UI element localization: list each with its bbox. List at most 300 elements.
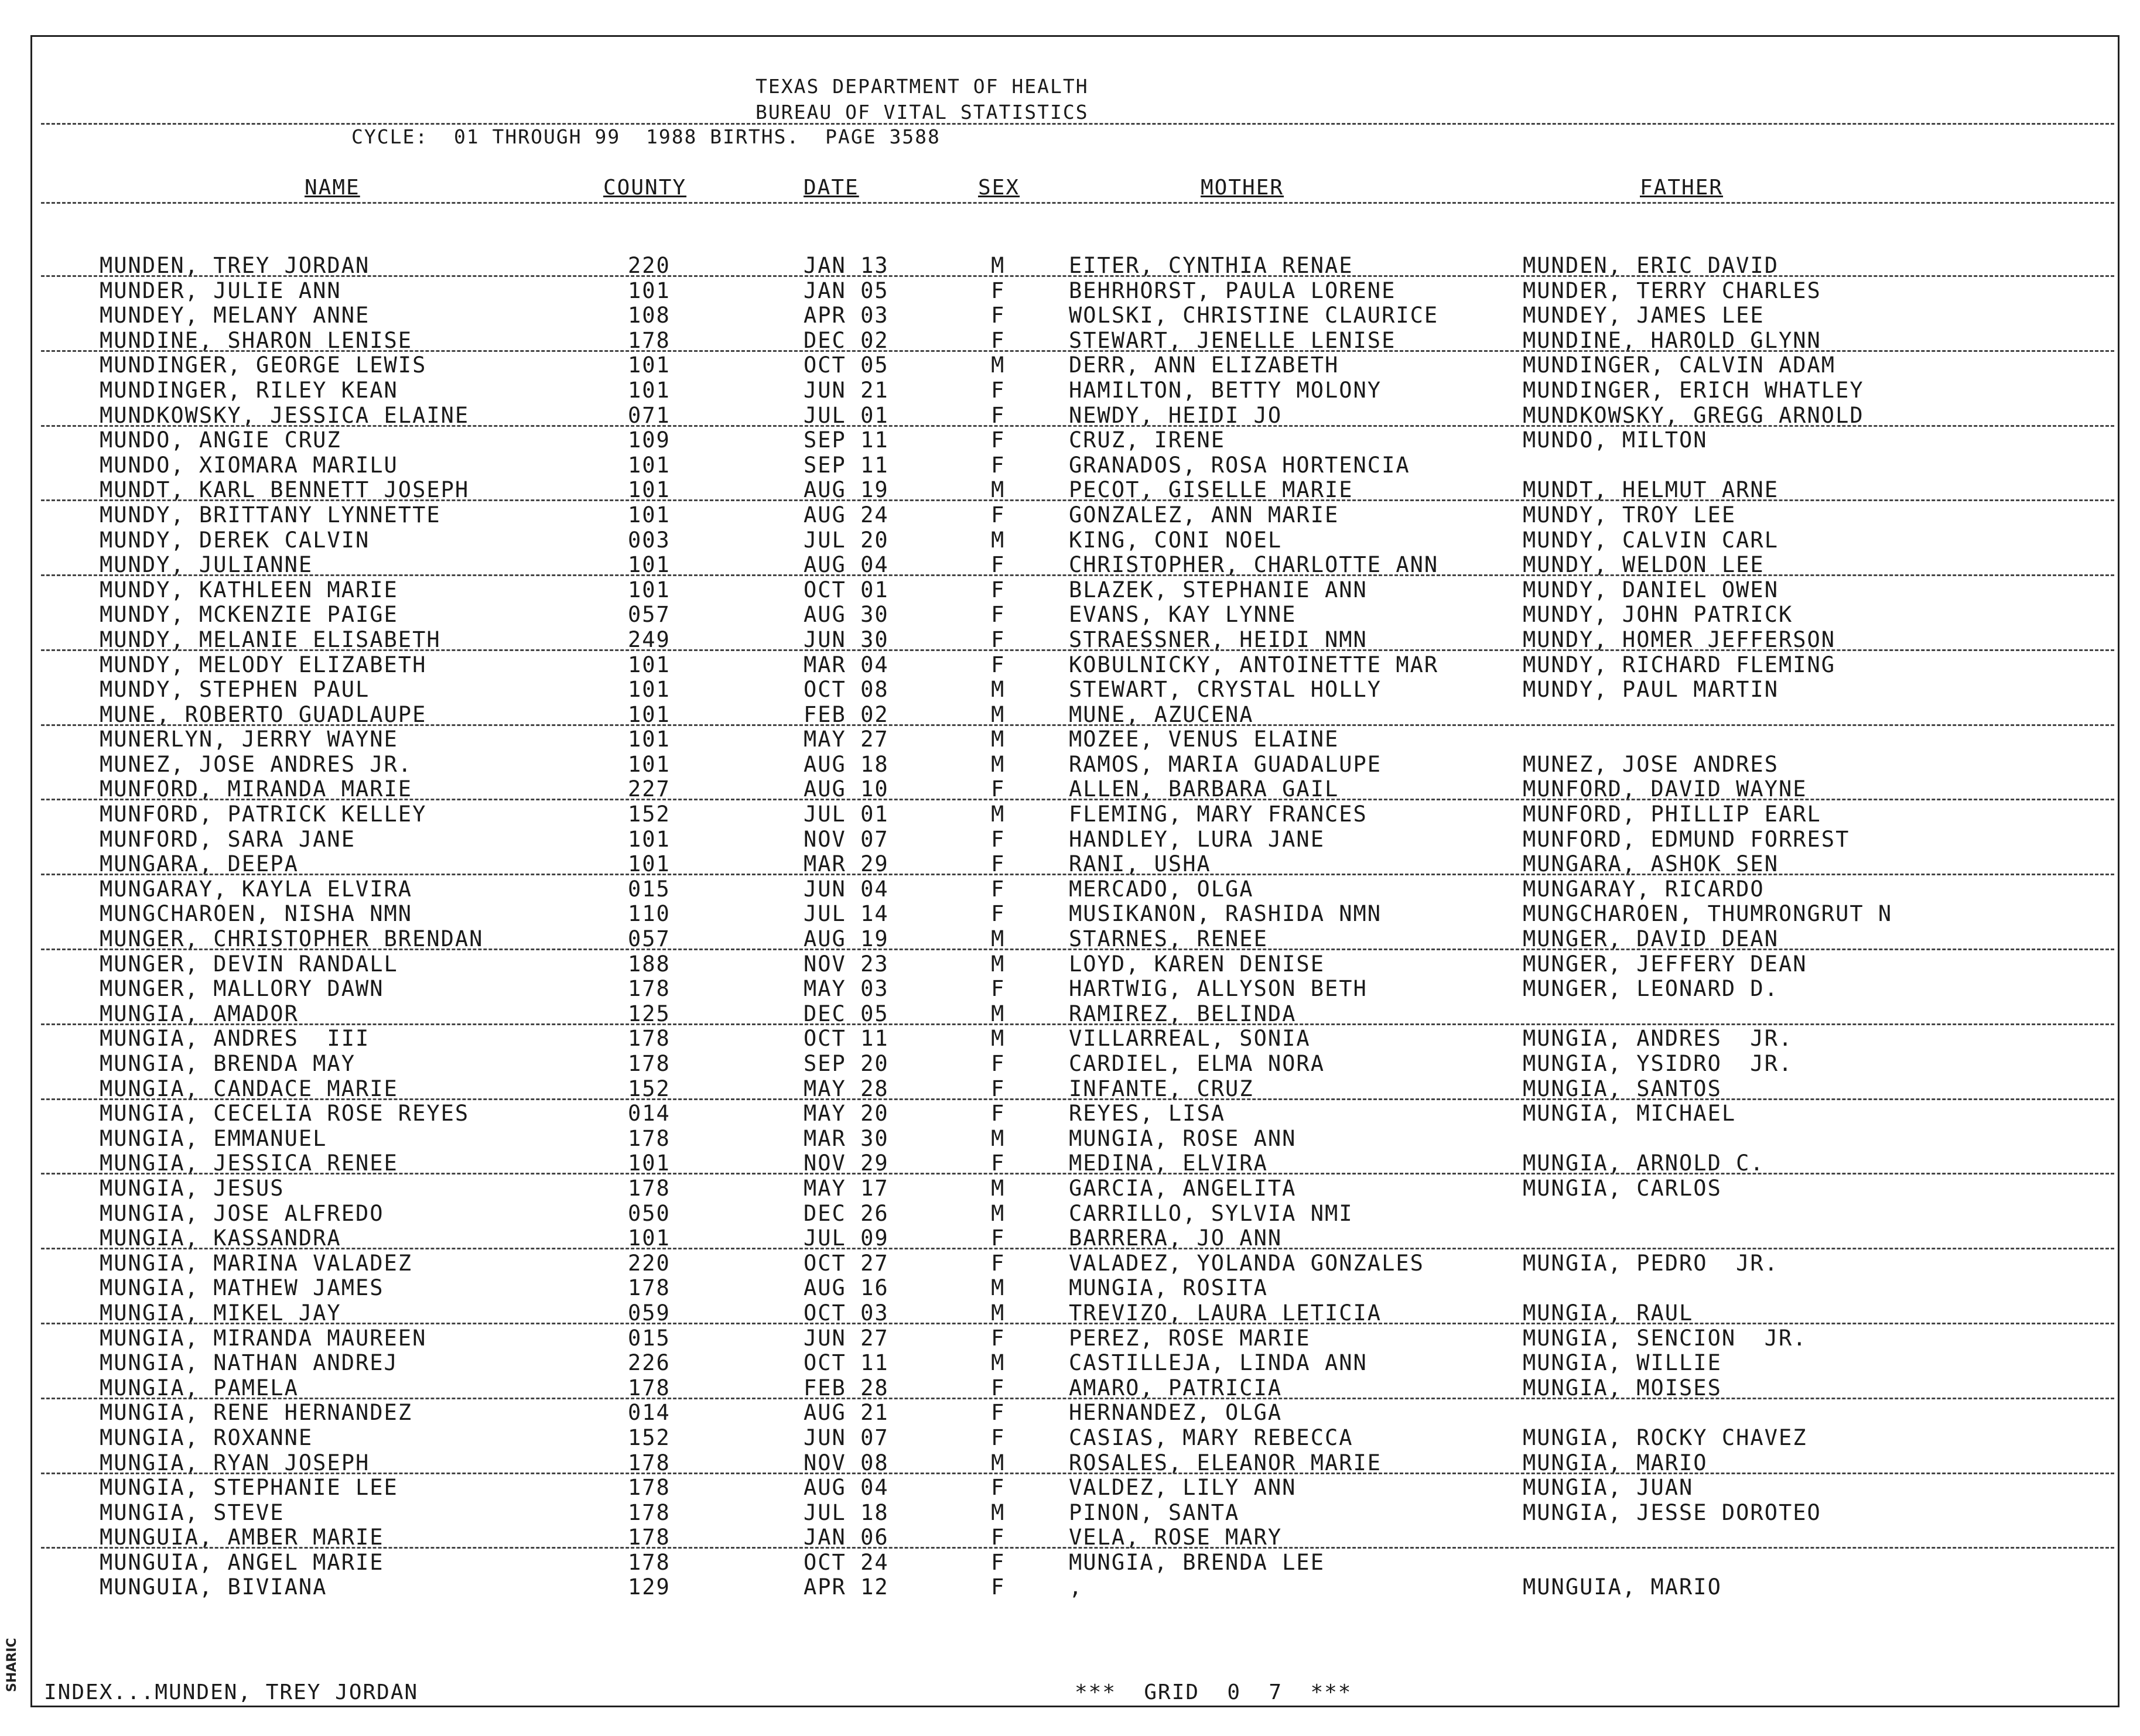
cell-sex: M	[991, 477, 1006, 503]
cell-sex: F	[991, 901, 1006, 927]
cell-county: 178	[628, 976, 671, 1002]
cell-father: MUNFORD, DAVID WAYNE	[1523, 776, 1807, 802]
bureau-title: BUREAU OF VITAL STATISTICS	[756, 101, 1089, 124]
cell-name: MUNGCHAROEN, NISHA NMN	[100, 901, 413, 927]
cell-father: MUNDY, RICHARD FLEMING	[1523, 652, 1836, 677]
cell-name: MUNERLYN, JERRY WAYNE	[100, 727, 398, 752]
cell-date: SEP 20	[804, 1051, 889, 1076]
cell-father: MUNDY, TROY LEE	[1523, 502, 1736, 528]
table-row	[0, 453, 2140, 478]
cell-county: 178	[628, 1499, 671, 1525]
cell-mother: MOZEE, VENUS ELAINE	[1069, 727, 1339, 752]
cell-name: MUNGIA, NATHAN ANDREJ	[100, 1350, 398, 1376]
table-row	[0, 1251, 2140, 1276]
table-row	[0, 677, 2140, 702]
cell-father: MUNEZ, JOSE ANDRES	[1523, 751, 1779, 777]
cell-date: NOV 08	[804, 1450, 889, 1475]
cell-sex: F	[991, 602, 1006, 628]
cell-sex: F	[991, 577, 1006, 602]
cell-name: MUNDINGER, RILEY KEAN	[100, 377, 398, 403]
cell-name: MUNGIA, MIKEL JAY	[100, 1300, 341, 1326]
table-row	[0, 926, 2140, 951]
cell-date: AUG 24	[804, 502, 889, 528]
cell-name: MUNGIA, BRENDA MAY	[100, 1051, 355, 1076]
table-row	[0, 528, 2140, 553]
cell-county: 110	[628, 901, 671, 927]
cell-county: 059	[628, 1300, 671, 1326]
cell-name: MUNGIA, EMMANUEL	[100, 1125, 327, 1151]
cell-name: MUNDY, MCKENZIE PAIGE	[100, 602, 398, 628]
cell-father: MUNDT, HELMUT ARNE	[1523, 477, 1779, 503]
column-header-father: FATHER	[1640, 176, 1724, 200]
column-header-sex: SEX	[978, 176, 1020, 200]
cell-sex: F	[991, 1574, 1006, 1600]
cell-mother: PINON, SANTA	[1069, 1499, 1240, 1525]
cell-mother: GRANADOS, ROSA HORTENCIA	[1069, 452, 1410, 478]
cell-county: 109	[628, 427, 671, 453]
cell-county: 101	[628, 652, 671, 677]
cell-date: OCT 24	[804, 1549, 889, 1575]
cell-date: AUG 30	[804, 602, 889, 628]
table-row	[0, 403, 2140, 428]
table-row	[0, 352, 2140, 378]
cell-name: MUNGARAY, KAYLA ELVIRA	[100, 876, 413, 902]
table-row	[0, 727, 2140, 752]
cell-date: MAR 29	[804, 851, 889, 877]
table-row	[0, 378, 2140, 403]
cell-sex: M	[991, 1499, 1006, 1525]
cell-father: MUNDINE, HAROLD GLYNN	[1523, 327, 1821, 353]
table-row	[0, 427, 2140, 453]
cell-name: MUNE, ROBERTO GUADLAUPE	[100, 701, 427, 727]
table-row	[0, 776, 2140, 802]
cell-father: MUNDY, DANIEL OWEN	[1523, 577, 1779, 602]
table-row	[0, 577, 2140, 602]
cell-county: 003	[628, 527, 671, 553]
cell-sex: F	[991, 1425, 1006, 1450]
cell-sex: F	[991, 851, 1006, 877]
cell-sex: F	[991, 1151, 1006, 1176]
cell-mother: FLEMING, MARY FRANCES	[1069, 802, 1368, 827]
table-row	[0, 253, 2140, 278]
cell-county: 227	[628, 776, 671, 802]
cell-mother: HAMILTON, BETTY MOLONY	[1069, 377, 1382, 403]
cell-father: MUNGARAY, RICARDO	[1523, 876, 1765, 902]
table-row	[0, 702, 2140, 727]
cell-county: 101	[628, 851, 671, 877]
cell-sex: F	[991, 1475, 1006, 1501]
cell-father: MUNGIA, ANDRES JR.	[1523, 1026, 1793, 1052]
cell-father: MUNDINGER, ERICH WHATLEY	[1523, 377, 1864, 403]
cell-father: MUNFORD, EDMUND FORREST	[1523, 826, 1850, 852]
cell-county: 014	[628, 1101, 671, 1126]
cell-father: MUNDINGER, CALVIN ADAM	[1523, 352, 1836, 378]
cell-father: MUNGIA, JESSE DOROTEO	[1523, 1499, 1821, 1525]
cell-mother: RAMIREZ, BELINDA	[1069, 1001, 1297, 1026]
cell-county: 249	[628, 626, 671, 652]
cell-name: MUNGER, CHRISTOPHER BRENDAN	[100, 926, 484, 952]
table-row	[0, 652, 2140, 677]
cell-mother: CASTILLEJA, LINDA ANN	[1069, 1350, 1368, 1376]
table-row	[0, 477, 2140, 502]
cell-mother: ALLEN, BARBARA GAIL	[1069, 776, 1339, 802]
header-rule	[41, 123, 2114, 125]
cell-father: MUNDER, TERRY CHARLES	[1523, 278, 1821, 303]
cell-date: NOV 29	[804, 1151, 889, 1176]
cell-sex: M	[991, 701, 1006, 727]
cell-date: APR 03	[804, 303, 889, 328]
cell-sex: F	[991, 502, 1006, 528]
cell-county: 178	[628, 327, 671, 353]
cell-county: 178	[628, 1525, 671, 1550]
cycle-line: CYCLE: 01 THROUGH 99 1988 BIRTHS. PAGE 3588	[351, 125, 941, 148]
cell-sex: F	[991, 427, 1006, 453]
cell-father: MUNGIA, MARIO	[1523, 1450, 1708, 1475]
column-header-date: DATE	[804, 176, 859, 200]
cell-sex: F	[991, 1549, 1006, 1575]
cell-county: 220	[628, 253, 671, 278]
table-row	[0, 303, 2140, 328]
cell-sex: M	[991, 1300, 1006, 1326]
cell-father: MUNDEN, ERIC DAVID	[1523, 253, 1779, 278]
cell-date: DEC 26	[804, 1200, 889, 1226]
cell-name: MUNGIA, CECELIA ROSE REYES	[100, 1101, 470, 1126]
cell-mother: RANI, USHA	[1069, 851, 1211, 877]
cell-sex: F	[991, 626, 1006, 652]
cell-date: FEB 28	[804, 1375, 889, 1401]
table-row	[0, 1475, 2140, 1500]
cell-county: 178	[628, 1450, 671, 1475]
cell-name: MUNGER, MALLORY DAWN	[100, 976, 384, 1002]
cell-name: MUNGIA, KASSANDRA	[100, 1225, 341, 1251]
cell-sex: M	[991, 751, 1006, 777]
cell-sex: F	[991, 826, 1006, 852]
cell-name: MUNGIA, RENE HERNANDEZ	[100, 1400, 413, 1426]
cell-name: MUNGIA, JOSE ALFREDO	[100, 1200, 384, 1226]
cell-father: MUNGIA, MICHAEL	[1523, 1101, 1736, 1126]
cell-date: MAY 27	[804, 727, 889, 752]
cell-father: MUNGIA, RAUL	[1523, 1300, 1694, 1326]
cell-sex: M	[991, 1175, 1006, 1201]
cell-county: 178	[628, 1026, 671, 1052]
cell-name: MUNDY, JULIANNE	[100, 552, 313, 578]
cell-name: MUNGIA, STEPHANIE LEE	[100, 1475, 398, 1501]
table-row	[0, 1300, 2140, 1326]
cell-father: MUNGARA, ASHOK SEN	[1523, 851, 1779, 877]
cell-father: MUNGIA, PEDRO JR.	[1523, 1250, 1779, 1276]
cell-date: DEC 05	[804, 1001, 889, 1026]
cell-date: JUL 01	[804, 802, 889, 827]
table-row	[0, 1525, 2140, 1550]
cell-mother: VELA, ROSE MARY	[1069, 1525, 1283, 1550]
cell-sex: F	[991, 776, 1006, 802]
cell-father: MUNGUIA, MARIO	[1523, 1574, 1722, 1600]
cell-name: MUNGIA, PAMELA	[100, 1375, 299, 1401]
cell-county: 014	[628, 1400, 671, 1426]
cell-date: MAY 03	[804, 976, 889, 1002]
table-row	[0, 1151, 2140, 1176]
cell-mother: BARRERA, JO ANN	[1069, 1225, 1283, 1251]
cell-county: 101	[628, 751, 671, 777]
cell-name: MUNDY, MELODY ELIZABETH	[100, 652, 427, 677]
table-row	[0, 1400, 2140, 1425]
cell-date: MAY 17	[804, 1175, 889, 1201]
cell-date: DEC 02	[804, 327, 889, 353]
cell-county: 101	[628, 377, 671, 403]
cell-mother: STRAESSNER, HEIDI NMN	[1069, 626, 1368, 652]
cell-date: AUG 19	[804, 477, 889, 503]
cell-county: 101	[628, 577, 671, 602]
cell-sex: M	[991, 253, 1006, 278]
cell-county: 226	[628, 1350, 671, 1376]
cell-mother: KING, CONI NOEL	[1069, 527, 1283, 553]
cell-mother: GONZALEZ, ANN MARIE	[1069, 502, 1339, 528]
cell-name: MUNGUIA, ANGEL MARIE	[100, 1549, 384, 1575]
cell-mother: MUNGIA, BRENDA LEE	[1069, 1549, 1325, 1575]
cell-date: OCT 11	[804, 1026, 889, 1052]
table-row	[0, 502, 2140, 528]
cell-father: MUNGIA, MOISES	[1523, 1375, 1722, 1401]
table-row	[0, 1001, 2140, 1026]
cell-sex: F	[991, 976, 1006, 1002]
cell-county: 101	[628, 352, 671, 378]
cell-date: AUG 18	[804, 751, 889, 777]
cell-sex: F	[991, 1051, 1006, 1076]
cell-father: MUNGIA, SANTOS	[1523, 1076, 1722, 1101]
cell-name: MUNGUIA, AMBER MARIE	[100, 1525, 384, 1550]
cell-county: 152	[628, 1425, 671, 1450]
cell-mother: MUSIKANON, RASHIDA NMN	[1069, 901, 1382, 927]
cell-name: MUNDY, KATHLEEN MARIE	[100, 577, 398, 602]
cell-county: 101	[628, 477, 671, 503]
cell-father: MUNGIA, CARLOS	[1523, 1175, 1722, 1201]
cell-father: MUNGIA, WILLIE	[1523, 1350, 1722, 1376]
table-row	[0, 1275, 2140, 1300]
cell-county: 108	[628, 303, 671, 328]
cell-sex: M	[991, 352, 1006, 378]
cell-county: 101	[628, 826, 671, 852]
cell-name: MUNFORD, MIRANDA MARIE	[100, 776, 413, 802]
cell-county: 101	[628, 1151, 671, 1176]
cell-mother: TREVIZO, LAURA LETICIA	[1069, 1300, 1382, 1326]
cell-name: MUNGIA, ANDRES III	[100, 1026, 370, 1052]
table-row	[0, 1375, 2140, 1401]
birth-records-table	[0, 253, 2140, 1600]
cell-mother: CARDIEL, ELMA NORA	[1069, 1051, 1325, 1076]
cell-name: MUNGIA, JESUS	[100, 1175, 285, 1201]
cell-mother: MEDINA, ELVIRA	[1069, 1151, 1268, 1176]
cell-sex: F	[991, 552, 1006, 578]
cell-county: 101	[628, 677, 671, 703]
cell-name: MUNDY, MELANIE ELISABETH	[100, 626, 441, 652]
cell-sex: M	[991, 926, 1006, 952]
column-header-county: COUNTY	[603, 176, 687, 200]
cell-mother: PECOT, GISELLE MARIE	[1069, 477, 1353, 503]
cell-county: 101	[628, 701, 671, 727]
cell-name: MUNGIA, ROXANNE	[100, 1425, 313, 1450]
cell-date: JUL 01	[804, 402, 889, 428]
cell-sex: F	[991, 1400, 1006, 1426]
cell-date: AUG 04	[804, 552, 889, 578]
cell-mother: MERCADO, OLGA	[1069, 876, 1254, 902]
table-row	[0, 851, 2140, 876]
cell-mother: KOBULNICKY, ANTOINETTE MAR	[1069, 652, 1439, 677]
cell-mother: STEWART, CRYSTAL HOLLY	[1069, 677, 1382, 703]
cell-father: MUNGER, DAVID DEAN	[1523, 926, 1779, 952]
cell-sex: M	[991, 1450, 1006, 1475]
cell-mother: AMARO, PATRICIA	[1069, 1375, 1283, 1401]
table-row	[0, 1425, 2140, 1450]
cell-mother: MUNE, AZUCENA	[1069, 701, 1254, 727]
cell-name: MUNDEY, MELANY ANNE	[100, 303, 370, 328]
cell-father: MUNDY, JOHN PATRICK	[1523, 602, 1793, 628]
cell-mother: MUNGIA, ROSE ANN	[1069, 1125, 1297, 1151]
cell-name: MUNDO, XIOMARA MARILU	[100, 452, 398, 478]
cell-name: MUNGER, DEVIN RANDALL	[100, 951, 398, 977]
table-row	[0, 1051, 2140, 1076]
cell-mother: MUNGIA, ROSITA	[1069, 1275, 1268, 1301]
cell-sex: F	[991, 278, 1006, 303]
cell-mother: WOLSKI, CHRISTINE CLAURICE	[1069, 303, 1439, 328]
cell-county: 101	[628, 727, 671, 752]
cell-sex: F	[991, 402, 1006, 428]
cell-date: NOV 07	[804, 826, 889, 852]
table-row	[0, 802, 2140, 827]
cell-county: 129	[628, 1574, 671, 1600]
cell-county: 152	[628, 1076, 671, 1101]
cell-county: 057	[628, 926, 671, 952]
cell-county: 101	[628, 502, 671, 528]
cell-sex: F	[991, 652, 1006, 677]
cell-sex: M	[991, 1026, 1006, 1052]
cell-father: MUNDY, WELDON LEE	[1523, 552, 1765, 578]
cell-county: 101	[628, 1225, 671, 1251]
cell-county: 015	[628, 876, 671, 902]
cell-father: MUNGIA, SENCION JR.	[1523, 1325, 1807, 1351]
cell-mother: LOYD, KAREN DENISE	[1069, 951, 1325, 977]
cell-name: MUNDEN, TREY JORDAN	[100, 253, 370, 278]
cell-county: 188	[628, 951, 671, 977]
cell-father: MUNGER, LEONARD D.	[1523, 976, 1779, 1002]
cell-name: MUNGIA, MARINA VALADEZ	[100, 1250, 413, 1276]
cell-sex: F	[991, 876, 1006, 902]
cell-name: MUNGIA, STEVE	[100, 1499, 285, 1525]
cell-sex: F	[991, 1225, 1006, 1251]
table-row	[0, 1225, 2140, 1251]
cell-sex: F	[991, 1076, 1006, 1101]
cell-mother: CARRILLO, SYLVIA NMI	[1069, 1200, 1353, 1226]
cell-mother: HANDLEY, LURA JANE	[1069, 826, 1325, 852]
cell-mother: VALDEZ, LILY ANN	[1069, 1475, 1297, 1501]
cell-father: MUNGIA, ROCKY CHAVEZ	[1523, 1425, 1807, 1450]
cell-county: 101	[628, 452, 671, 478]
cell-county: 015	[628, 1325, 671, 1351]
cell-date: AUG 10	[804, 776, 889, 802]
cell-sex: F	[991, 1325, 1006, 1351]
table-row	[0, 1574, 2140, 1600]
cell-name: MUNDO, ANGIE CRUZ	[100, 427, 341, 453]
cell-sex: F	[991, 377, 1006, 403]
cell-date: OCT 08	[804, 677, 889, 703]
table-row	[0, 1026, 2140, 1051]
cell-county: 178	[628, 1549, 671, 1575]
cell-sex: F	[991, 452, 1006, 478]
table-row	[0, 1176, 2140, 1201]
cell-mother: EVANS, KAY LYNNE	[1069, 602, 1297, 628]
cell-date: APR 12	[804, 1574, 889, 1600]
cell-date: JAN 06	[804, 1525, 889, 1550]
cell-date: MAY 20	[804, 1101, 889, 1126]
cell-name: MUNDT, KARL BENNETT JOSEPH	[100, 477, 470, 503]
cell-father: MUNGER, JEFFERY DEAN	[1523, 951, 1807, 977]
cell-mother: RAMOS, MARIA GUADALUPE	[1069, 751, 1382, 777]
cell-date: MAR 30	[804, 1125, 889, 1151]
cell-sex: M	[991, 1350, 1006, 1376]
side-label: SHARIC	[5, 1638, 19, 1692]
table-row	[0, 552, 2140, 577]
cell-date: JUN 07	[804, 1425, 889, 1450]
cell-mother: ,	[1069, 1574, 1083, 1600]
table-row	[0, 1350, 2140, 1375]
cell-mother: EITER, CYNTHIA RENAE	[1069, 253, 1353, 278]
cell-father: MUNFORD, PHILLIP EARL	[1523, 802, 1821, 827]
cell-father: MUNGIA, JUAN	[1523, 1475, 1694, 1501]
cell-name: MUNFORD, SARA JANE	[100, 826, 355, 852]
cell-date: FEB 02	[804, 701, 889, 727]
table-row	[0, 1126, 2140, 1151]
cell-name: MUNDKOWSKY, JESSICA ELAINE	[100, 402, 470, 428]
table-row	[0, 1450, 2140, 1475]
cell-sex: M	[991, 1275, 1006, 1301]
table-row	[0, 876, 2140, 902]
cell-father: MUNDO, MILTON	[1523, 427, 1708, 453]
table-row	[0, 602, 2140, 627]
cell-sex: F	[991, 1250, 1006, 1276]
table-row	[0, 901, 2140, 926]
cell-mother: CHRISTOPHER, CHARLOTTE ANN	[1069, 552, 1439, 578]
cell-father: MUNGCHAROEN, THUMRONGRUT N	[1523, 901, 1893, 927]
table-row	[0, 1076, 2140, 1101]
cell-date: AUG 04	[804, 1475, 889, 1501]
cell-county: 125	[628, 1001, 671, 1026]
cell-county: 178	[628, 1175, 671, 1201]
cell-sex: M	[991, 1125, 1006, 1151]
cell-name: MUNGIA, CANDACE MARIE	[100, 1076, 398, 1101]
cell-name: MUNGIA, MATHEW JAMES	[100, 1275, 384, 1301]
cell-date: JUN 21	[804, 377, 889, 403]
cell-date: JUN 27	[804, 1325, 889, 1351]
cell-sex: F	[991, 303, 1006, 328]
cell-sex: M	[991, 727, 1006, 752]
cell-name: MUNGUIA, BIVIANA	[100, 1574, 327, 1600]
cell-date: JUL 18	[804, 1499, 889, 1525]
cell-county: 220	[628, 1250, 671, 1276]
cell-date: JUL 09	[804, 1225, 889, 1251]
cell-name: MUNFORD, PATRICK KELLEY	[100, 802, 427, 827]
cell-county: 178	[628, 1051, 671, 1076]
cell-name: MUNEZ, JOSE ANDRES JR.	[100, 751, 413, 777]
cell-county: 152	[628, 802, 671, 827]
table-row	[0, 752, 2140, 777]
cell-name: MUNDINGER, GEORGE LEWIS	[100, 352, 427, 378]
cell-name: MUNDER, JULIE ANN	[100, 278, 341, 303]
cell-mother: GARCIA, ANGELITA	[1069, 1175, 1297, 1201]
cell-sex: M	[991, 1001, 1006, 1026]
cell-date: MAY 28	[804, 1076, 889, 1101]
cell-father: MUNDY, CALVIN CARL	[1523, 527, 1779, 553]
cell-date: MAR 04	[804, 652, 889, 677]
cell-mother: DERR, ANN ELIZABETH	[1069, 352, 1339, 378]
